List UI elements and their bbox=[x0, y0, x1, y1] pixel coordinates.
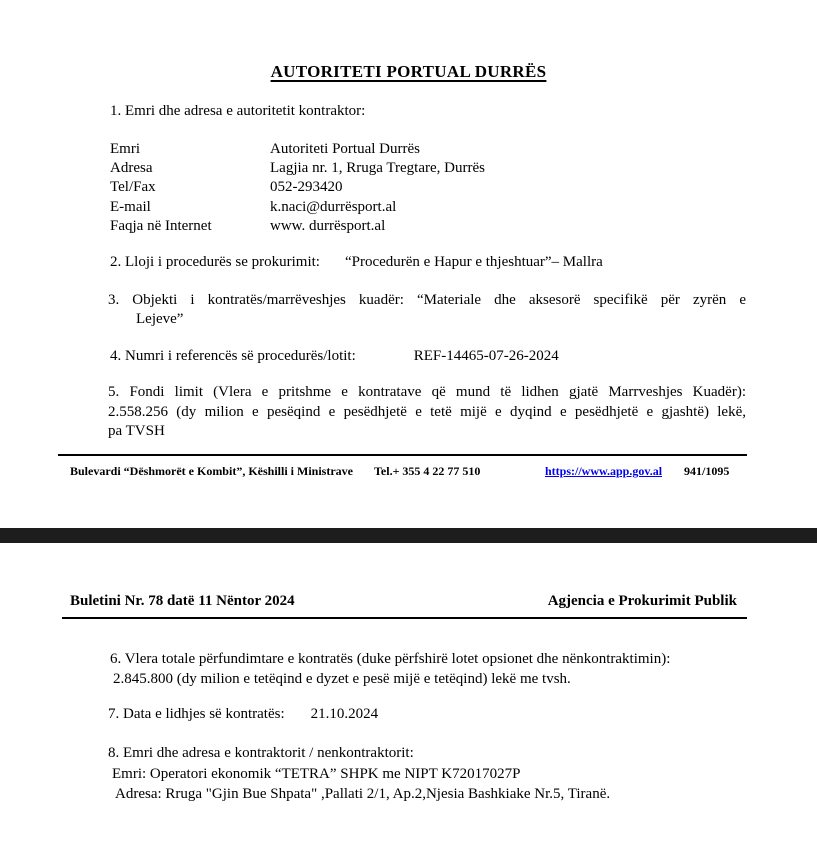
section-2-procedure-type bbox=[110, 254, 603, 271]
bulletin-title: Buletini Nr. 78 datë 11 Nëntor 2024 bbox=[70, 593, 295, 609]
section-2-value: “Procedurën e Hapur e thjeshtuar”– Mallra bbox=[344, 254, 603, 270]
section-6-line1: 6. Vlera totale përfundimtare e kontratës (duke përfshirë lotet opsionet dhe nënkontraktimin): bbox=[110, 651, 671, 667]
page2-header-rule bbox=[62, 617, 747, 619]
section-5-line1: 5. Fondi limit (Vlera e pritshme e kontratave që mund të lidhen gjatë Marrveshjes Kuadër): bbox=[108, 384, 746, 400]
section-8-contractor bbox=[108, 743, 610, 805]
page2-header bbox=[0, 593, 817, 613]
contact-row-emri bbox=[110, 140, 485, 159]
section-1-heading: 1. Emri dhe adresa e autoritetit kontraktor: bbox=[110, 103, 366, 119]
section-6-total-value bbox=[110, 650, 750, 689]
section-6-line2: 2.845.800 (dy milion e tetëqind e dyzet e pesë mijë e tetëqind) lekë me tvsh. bbox=[113, 670, 571, 687]
section-7-value: 21.10.2024 bbox=[310, 706, 379, 722]
page-title bbox=[0, 62, 817, 82]
contact-label: Emri bbox=[110, 141, 140, 157]
section-8-line1: 8. Emri dhe adresa e kontraktorit / nenkontraktorit: bbox=[108, 745, 414, 761]
section-7-label: 7. Data e lidhjes së kontratës: bbox=[108, 706, 285, 722]
section-3-line1: 3. Objekti i kontratës/marrëveshjes kuadër: “Materiale dhe aksesorë specifikë për zyrën e bbox=[108, 292, 746, 308]
contact-info-block bbox=[110, 140, 485, 236]
contact-label: Adresa bbox=[110, 160, 153, 177]
footer-telephone: Tel.+ 355 4 22 77 510 bbox=[374, 464, 481, 478]
contact-label: E-mail bbox=[110, 198, 151, 215]
section-8-line2: Emri: Operatori ekonomik “TETRA” SHPK me NIPT K72017027P bbox=[112, 765, 521, 782]
contact-row-adresa bbox=[110, 159, 485, 178]
page1-footer bbox=[0, 464, 817, 480]
footer-page-number: 941/1095 bbox=[684, 464, 730, 478]
contact-value: 052-293420 bbox=[270, 179, 343, 196]
page1-footer-rule bbox=[58, 454, 747, 456]
section-7-contract-date bbox=[108, 706, 378, 723]
footer-address: Bulevardi “Dëshmorët e Kombit”, Këshilli i Ministrave bbox=[70, 464, 353, 478]
contact-value: www. durrësport.al bbox=[270, 217, 386, 234]
page-break-bar bbox=[0, 528, 817, 543]
section-4-reference-number bbox=[110, 348, 559, 365]
section-5-line2: 2.558.256 (dy milion e pesëqind e pesëdhjetë e tetë mijë e dyqind e pesëdhjetë e gjashtë) lekë, bbox=[108, 403, 746, 420]
section-3-line2: Lejeve” bbox=[136, 311, 184, 328]
contact-value: Lagjia nr. 1, Rruga Tregtare, Durrës bbox=[270, 160, 485, 177]
contact-row-email bbox=[110, 198, 485, 217]
section-4-label: 4. Numri i referencës së procedurës/lotit: bbox=[110, 348, 356, 364]
footer-app-gov-link[interactable]: https://www.app.gov.al bbox=[545, 464, 663, 478]
contact-value: k.naci@durrësport.al bbox=[270, 198, 397, 215]
contact-row-website bbox=[110, 217, 485, 236]
section-5-fund-limit bbox=[108, 383, 746, 442]
contact-value: Autoriteti Portual Durrës bbox=[270, 141, 420, 157]
section-5-line3: pa TVSH bbox=[108, 423, 165, 439]
section-2-label: 2. Lloji i procedurës se prokurimit: bbox=[110, 254, 320, 270]
page-title-text: AUTORITETI PORTUAL DURRËS bbox=[270, 62, 547, 81]
agency-name: Agjencia e Prokurimit Publik bbox=[547, 593, 737, 609]
section-4-value: REF-14465-07-26-2024 bbox=[413, 348, 559, 364]
contact-label: Faqja në Internet bbox=[110, 217, 212, 234]
contact-label: Tel/Fax bbox=[110, 179, 156, 196]
contact-row-telfax bbox=[110, 178, 485, 197]
section-8-line3: Adresa: Rruga "Gjin Bue Shpata" ,Pallati 2/1, Ap.2,Njesia Bashkiake Nr.5, Tiranë. bbox=[115, 786, 611, 803]
section-3-contract-object bbox=[108, 291, 746, 329]
